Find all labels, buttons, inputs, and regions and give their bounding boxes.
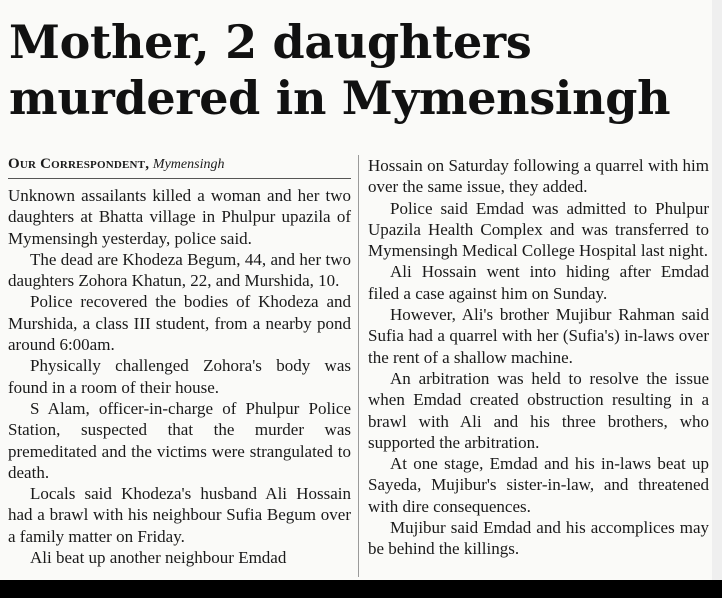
paragraph: Unknown assailants killed a woman and her two daughters at Bhatta village in Phulpur upazila of Mymensingh yesterday, police said. xyxy=(8,186,351,248)
headline: Mother, 2 daughters murdered in Mymensingh xyxy=(9,15,671,125)
paragraph: At one stage, Emdad and his in-laws beat up Sayeda, Mujibur's sister-in-law, and threatened with dire consequences. xyxy=(368,454,709,516)
paragraph: S Alam, officer-in-charge of Phulpur Police Station, suspected that the murder was premeditated and the victims were strangulated to death. xyxy=(8,398,351,482)
column-right xyxy=(368,155,709,560)
column-divider xyxy=(358,155,359,577)
paragraph: The dead are Khodeza Begum, 44, and her two daughters Zohora Khatun, 22, and Murshida, 10. xyxy=(8,249,351,291)
byline-correspondent: Our Correspondent, xyxy=(8,156,150,172)
paragraph: Mujibur said Emdad and his accomplices may be behind the killings. xyxy=(368,518,709,559)
paragraph: However, Ali's brother Mujibur Rahman said Sufia had a quarrel with her (Sufia's) in-laws over the rent of a shallow machine. xyxy=(368,305,709,367)
paragraph: Police said Emdad was admitted to Phulpur Upazila Health Complex and was transferred to Mymensingh Medical College Hospital last night. xyxy=(368,198,709,261)
paragraph: Ali beat up another neighbour Emdad xyxy=(30,548,287,568)
byline-location: Mymensingh xyxy=(152,157,225,172)
paragraph: Hossain on Saturday following a quarrel with him over the same issue, they added. xyxy=(368,156,709,197)
paragraph: An arbitration was held to resolve the issue when Emdad created obstruction resulting in a brawl with Ali and his three brothers, who supported the arbitration. xyxy=(368,368,709,452)
paragraph: Police recovered the bodies of Khodeza and Murshida, a class III student, from a nearby pond around 6:00am. xyxy=(8,292,351,355)
paragraph: Ali Hossain went into hiding after Emdad filed a case against him on Sunday. xyxy=(368,262,709,303)
column-left xyxy=(8,155,351,568)
paragraph: Locals said Khodeza's husband Ali Hossain had a brawl with his neighbour Sufia Begum over a family matter on Friday. xyxy=(8,484,351,546)
paragraph: Physically challenged Zohora's body was found in a room of their house. xyxy=(8,356,351,397)
scan-edge xyxy=(712,0,722,598)
byline xyxy=(8,155,351,179)
scan-bottom-border xyxy=(0,580,722,598)
